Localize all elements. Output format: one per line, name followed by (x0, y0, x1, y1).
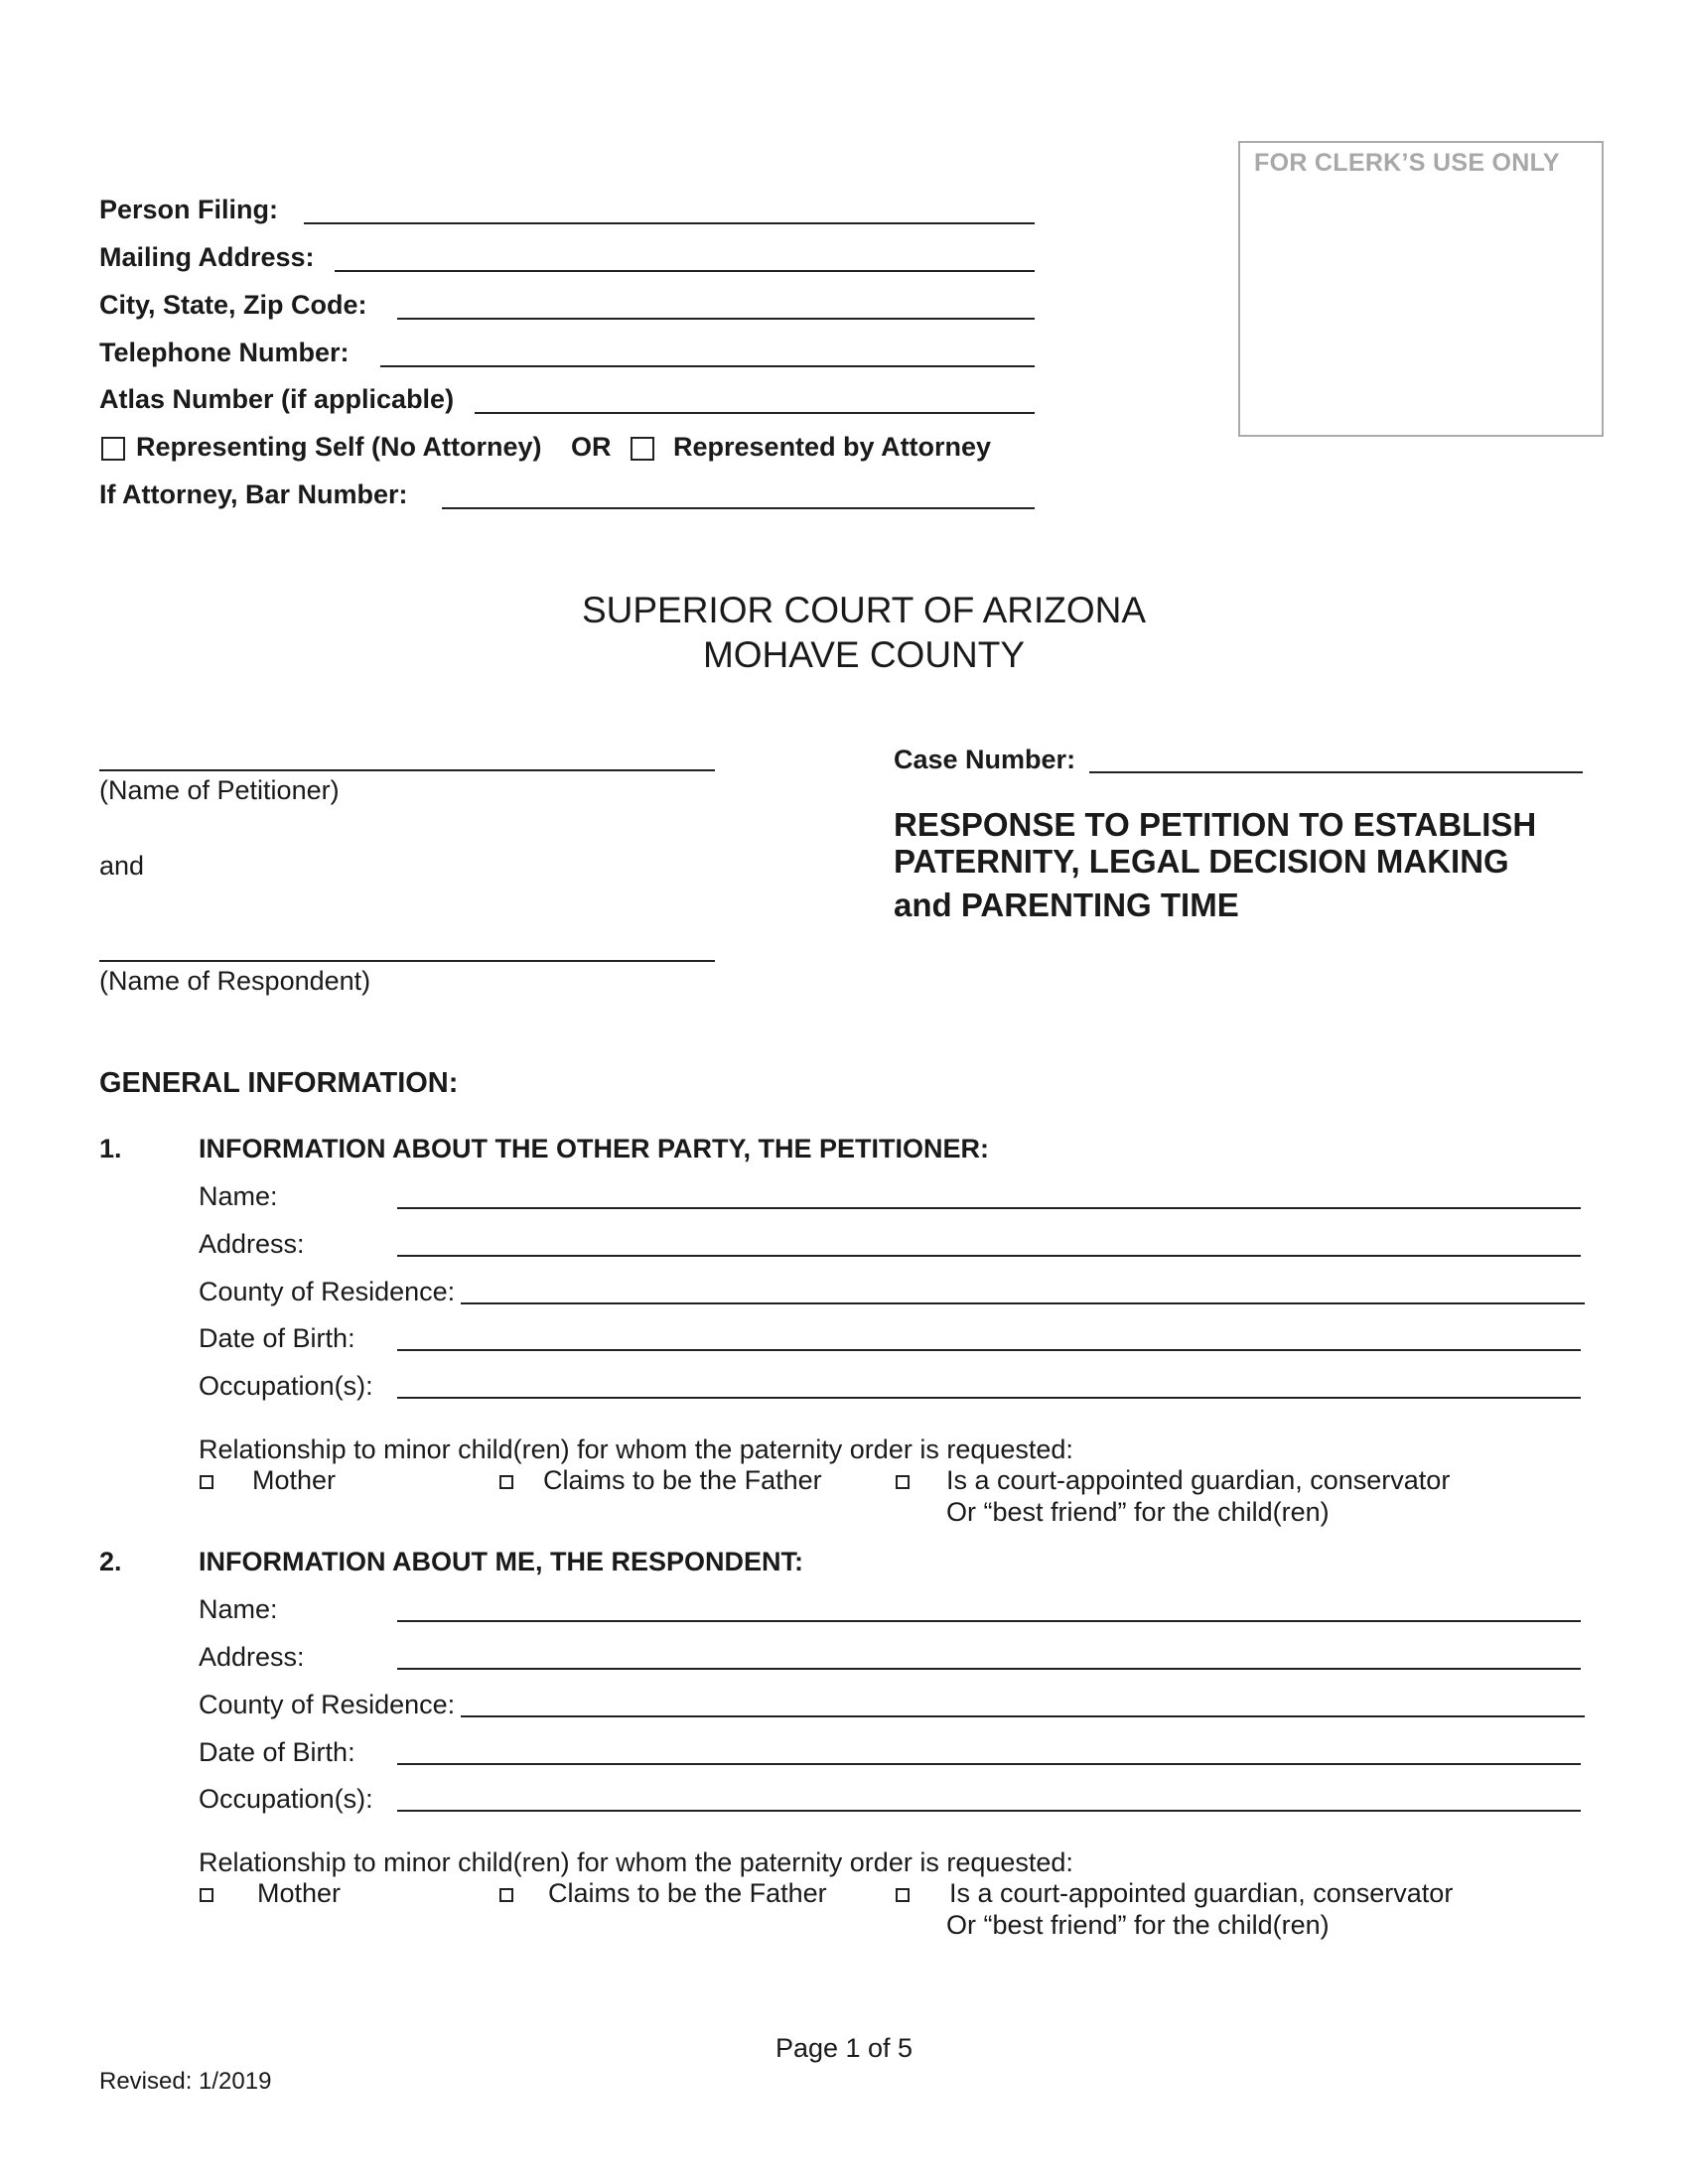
mother-label: Mother (252, 1465, 337, 1495)
document-title-line3: and PARENTING TIME (894, 887, 1239, 923)
respondent-county-label: County of Residence: (199, 1690, 456, 1719)
mother-checkbox[interactable] (200, 1888, 213, 1902)
section-number: 2. (99, 1547, 122, 1576)
petitioner-name-field[interactable] (99, 769, 715, 771)
mailing-address-field[interactable] (335, 270, 1035, 272)
petitioner-name-input[interactable] (397, 1207, 1581, 1209)
respondent-dob-label: Date of Birth: (199, 1737, 355, 1767)
guardian-label-line1: Is a court-appointed guardian, conservator (946, 1465, 1451, 1495)
petitioner-county-label: County of Residence: (199, 1277, 456, 1306)
father-checkbox[interactable] (499, 1888, 513, 1902)
clerk-use-box (1238, 141, 1604, 437)
relationship-prompt: Relationship to minor child(ren) for whom the paternity order is requested: (199, 1434, 1073, 1464)
petitioner-county-input[interactable] (461, 1302, 1585, 1304)
petitioner-dob-input[interactable] (397, 1349, 1581, 1351)
guardian-checkbox[interactable] (896, 1475, 910, 1489)
relationship-prompt: Relationship to minor child(ren) for whom the paternity order is requested: (199, 1847, 1073, 1877)
bar-number-field[interactable] (442, 507, 1035, 509)
general-info-heading: GENERAL INFORMATION: (99, 1067, 459, 1099)
respondent-occupation-input[interactable] (397, 1810, 1581, 1812)
city-state-zip-label: City, State, Zip Code: (99, 290, 367, 320)
respondent-occupation-label: Occupation(s): (199, 1784, 373, 1814)
representing-self-checkbox[interactable] (101, 437, 125, 461)
section-number: 1. (99, 1134, 122, 1163)
represented-by-attorney-label: Represented by Attorney (673, 432, 992, 462)
court-name: SUPERIOR COURT OF ARIZONA (581, 590, 1147, 630)
petitioner-address-label: Address: (199, 1229, 305, 1259)
clerk-use-label: FOR CLERK’S USE ONLY (1254, 149, 1560, 177)
respondent-name-field[interactable] (99, 960, 715, 962)
mother-checkbox[interactable] (200, 1475, 213, 1489)
page-number: Page 1 of 5 (774, 2033, 914, 2063)
guardian-checkbox[interactable] (896, 1888, 910, 1902)
atlas-number-field[interactable] (475, 412, 1035, 414)
or-text: OR (571, 432, 612, 462)
atlas-number-label: Atlas Number (if applicable) (99, 384, 455, 414)
respondent-address-input[interactable] (397, 1668, 1581, 1670)
case-number-field[interactable] (1089, 771, 1583, 773)
respondent-label: (Name of Respondent) (99, 966, 371, 996)
guardian-label-line1: Is a court-appointed guardian, conservator (949, 1878, 1454, 1908)
petitioner-address-input[interactable] (397, 1255, 1581, 1257)
case-number-label: Case Number: (894, 745, 1076, 774)
county-name: MOHAVE COUNTY (702, 634, 1026, 675)
city-state-zip-field[interactable] (397, 318, 1035, 320)
father-checkbox[interactable] (499, 1475, 513, 1489)
telephone-label: Telephone Number: (99, 338, 350, 367)
document-title-line1: RESPONSE TO PETITION TO ESTABLISH (894, 806, 1537, 843)
respondent-name-label: Name: (199, 1594, 278, 1624)
section-heading: INFORMATION ABOUT ME, THE RESPONDENT: (199, 1547, 803, 1576)
petitioner-occupation-label: Occupation(s): (199, 1371, 373, 1401)
respondent-address-label: Address: (199, 1642, 305, 1672)
petitioner-name-label: Name: (199, 1181, 278, 1211)
document-title-line2: PATERNITY, LEGAL DECISION MAKING (894, 843, 1509, 880)
respondent-name-input[interactable] (397, 1620, 1581, 1622)
telephone-field[interactable] (380, 365, 1035, 367)
guardian-label-line2: Or “best friend” for the child(ren) (946, 1910, 1330, 1940)
person-filing-field[interactable] (304, 222, 1035, 224)
respondent-dob-input[interactable] (397, 1763, 1581, 1765)
section-heading: INFORMATION ABOUT THE OTHER PARTY, THE PETITIONER: (199, 1134, 989, 1163)
represented-by-attorney-checkbox[interactable] (631, 437, 654, 461)
representing-self-label: Representing Self (No Attorney) (136, 432, 542, 462)
father-label: Claims to be the Father (543, 1465, 822, 1495)
petitioner-dob-label: Date of Birth: (199, 1323, 355, 1353)
mailing-address-label: Mailing Address: (99, 242, 315, 272)
father-label: Claims to be the Father (548, 1878, 827, 1908)
guardian-label-line2: Or “best friend” for the child(ren) (946, 1497, 1330, 1527)
respondent-county-input[interactable] (461, 1715, 1585, 1717)
petitioner-occupation-input[interactable] (397, 1397, 1581, 1399)
revision-date: Revised: 1/2019 (99, 2068, 272, 2095)
and-text: and (99, 851, 145, 881)
person-filing-label: Person Filing: (99, 195, 279, 224)
mother-label: Mother (257, 1878, 342, 1908)
bar-number-label: If Attorney, Bar Number: (99, 479, 408, 509)
petitioner-label: (Name of Petitioner) (99, 775, 340, 805)
